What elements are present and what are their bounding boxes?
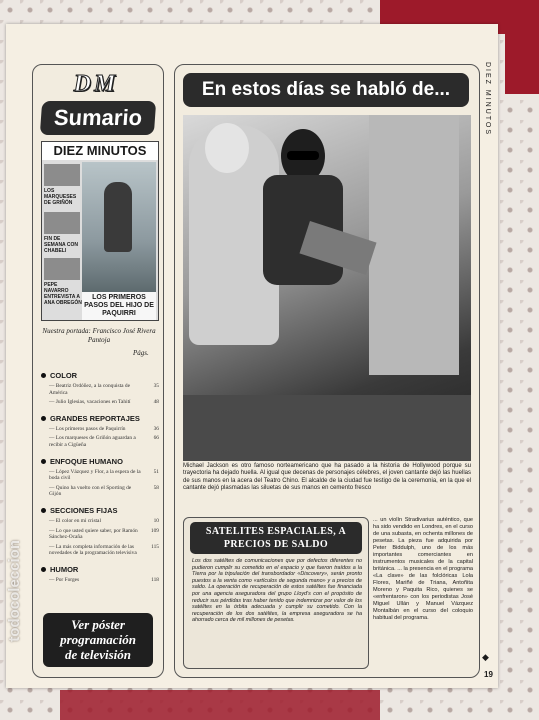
michael-jackson-photo: [183, 115, 471, 461]
toc-entry: [49, 435, 159, 448]
satellites-body: Los dos satélites de comunicaciones que por defectos diferentes no pudieron cumplir su cometido en el espacio y que fueron traídos a la Tierra por la tripulación del transbordador «Discovery», serán pronto puestos a la venta como «artículos de segunda mano» y a precios de saldo. La operación de recuperación de estos satélites fue financiada por una agencia aseguradora del grupo Lloyd's con el propósito de reducir sus pérdidas tras haber tenido que indemnizar por valor de los satélites en la órbita adecuada y cumplir su cometido. Con la recuperación de los dos satélites, la empresa aseguradora se ha ahorrado cerca de mil millones de pesetas.: [192, 558, 362, 624]
toc-entry-title: — Julio Iglesias, vacaciones en Tahití: [49, 399, 131, 406]
sumario-column: [32, 64, 164, 678]
dm-logo: DM: [73, 71, 119, 97]
watermark: todocoleccion: [6, 540, 23, 642]
cover-headline: LOS PRIMEROS PASOS DEL HIJO DE PAQUIRRI: [82, 292, 156, 321]
headline: En estos días se habló de...: [183, 73, 469, 107]
toc-entry-title: — Quino ha vuelto con el Sporting de Gijón: [49, 484, 132, 498]
toc-entry-title: — La más completa información de las novedades de la programación televisiva: [49, 543, 137, 557]
toc-section-title: [41, 414, 159, 423]
table-of-contents: [41, 363, 159, 584]
sumario-title: Sumario: [40, 101, 156, 135]
bullet-icon: [41, 373, 46, 378]
poster-line-3: de televisión: [64, 647, 132, 662]
end-mark-icon: ◆: [482, 652, 489, 662]
bullet-icon: [41, 459, 46, 464]
toc-entry: [49, 383, 159, 396]
toc-section-title: [41, 371, 159, 380]
poster-line-1: Ver póster: [71, 617, 125, 632]
cover-thumb-2: [44, 212, 80, 234]
toc-entry-title: — Por Forges: [49, 576, 80, 583]
cover-masthead: DIEZ MINUTOS: [42, 142, 158, 160]
cover-thumb-3: [44, 258, 80, 280]
bullet-icon: [41, 508, 46, 513]
toc-entry-page: 10: [153, 517, 159, 524]
toc-entry-page: 36: [153, 425, 159, 432]
photo-caption: Michael Jackson es otro famoso norteamericano que ha pasado a la historia de Hollywood porque su trayectoria ha dejado huella. Al igual que decenas de personajes célebres, el joven cantante dejó las huellas de sus manos en la acera del Teatro Chino. El alcalde de la ciudad fue testigo de la ceremonia, en la que el cantante dejó plasmadas las siluetas de sus manos en cemento fresco: [183, 463, 471, 492]
cover-text-2: FIN DE SEMANA CON CHABELI: [44, 236, 78, 254]
toc-entry-page: 66: [153, 435, 159, 442]
toc-entry: [49, 528, 159, 541]
pages-label: Págs.: [133, 349, 149, 357]
photo-cement: [183, 395, 471, 461]
toc-entry-page: 118: [151, 576, 159, 583]
magazine-page: [6, 24, 498, 688]
toc-section-title: [41, 565, 159, 574]
bullet-icon: [41, 416, 46, 421]
cover-caption: Nuestra portada: Francisco José Rivera Pantoja: [42, 327, 156, 344]
toc-entry-title: — Los primeros pasos de Paquirrín: [49, 425, 126, 432]
toc-entry-page: 35: [153, 383, 159, 389]
toc-entry-title: — Beatriz Ordóñez, a la conquista de América: [49, 383, 130, 396]
toc-entry: [49, 577, 159, 584]
toc-entry-page: 115: [151, 543, 159, 550]
satellites-title-line-2: PRECIOS DE SALDO: [223, 539, 329, 550]
photo-man-left-head: [205, 123, 249, 173]
toc-entry: [49, 399, 159, 406]
toc-section-label: SECCIONES FIJAS: [50, 505, 118, 515]
toc-entry-page: 109: [150, 527, 159, 534]
toc-entry: [49, 544, 159, 557]
news-column: [174, 64, 480, 678]
toc-section-label: GRANDES REPORTAJES: [50, 413, 140, 423]
satellites-title: [190, 522, 362, 554]
toc-entry-page: 58: [153, 484, 159, 491]
toc-entry-page: 51: [153, 468, 159, 475]
cover-thumbnail: [41, 141, 159, 321]
cover-thumb-1: [44, 164, 80, 186]
toc-entry: [49, 485, 159, 498]
poster-banner: [43, 613, 153, 667]
toc-entry-page: 48: [153, 399, 159, 406]
toc-entry-title: — Lo que usted quiere saber, por Ramón Sánchez-Ocaña: [49, 527, 138, 541]
toc-section-title: [41, 457, 159, 466]
cover-child-figure: [104, 182, 132, 252]
bullet-icon: [41, 567, 46, 572]
toc-section-label: ENFOQUE HUMANO: [50, 456, 123, 466]
toc-section-label: COLOR: [50, 371, 78, 380]
red-cloth-bottom: [60, 690, 380, 720]
toc-entry: [49, 426, 159, 433]
short-news: ... un violín Stradivarius auténtico, que ha sido vendido en Londres, en el curso de una subasta, en ochenta millones de pesetas. La pieza fue adquirida por Peter Biddulph, uno de los más importantes comerciantes en instrumentos musicales de la capital británica. ... la presencia en el programa «La clave» de las folclóricas Lola Flores, Mariñé de Triana, Antoñita Moreno y Paquita Rico, quienes se «enfrentaron» con los periodistas José Miguel Ullán y Manuel Vázquez Montalbán en el curso del coloquio habitual del programa.: [373, 517, 473, 621]
cover-text-3: PEPE NAVARRO ENTREVISTA A ANA OBREGÓN: [44, 282, 82, 306]
toc-section-label: HUMOR: [50, 564, 79, 574]
poster-line-2: programación: [60, 632, 136, 647]
photo-sunglasses: [287, 151, 319, 160]
toc-section-title: [41, 506, 159, 515]
photo-man-right: [369, 115, 459, 375]
toc-entry: [49, 469, 159, 482]
toc-entry: [49, 518, 159, 525]
satellites-title-line-1: SATELITES ESPACIALES, A: [205, 526, 347, 537]
toc-entry-title: — El color en mi cristal: [49, 517, 101, 524]
page-number: 19: [484, 670, 493, 679]
toc-entry-title: — López Vázquez y Flor, a la espera de la boda civil: [49, 468, 141, 482]
cover-text-1: LOS MARQUESES DE GRIÑÓN: [44, 188, 77, 206]
vertical-magazine-label: DIEZ MINUTOS: [484, 62, 491, 137]
satellites-article: [183, 517, 369, 669]
red-cloth-right: [505, 34, 539, 94]
toc-entry-title: — Los marqueses de Griñón aguardan a recibir a Cigüeña: [49, 435, 136, 448]
